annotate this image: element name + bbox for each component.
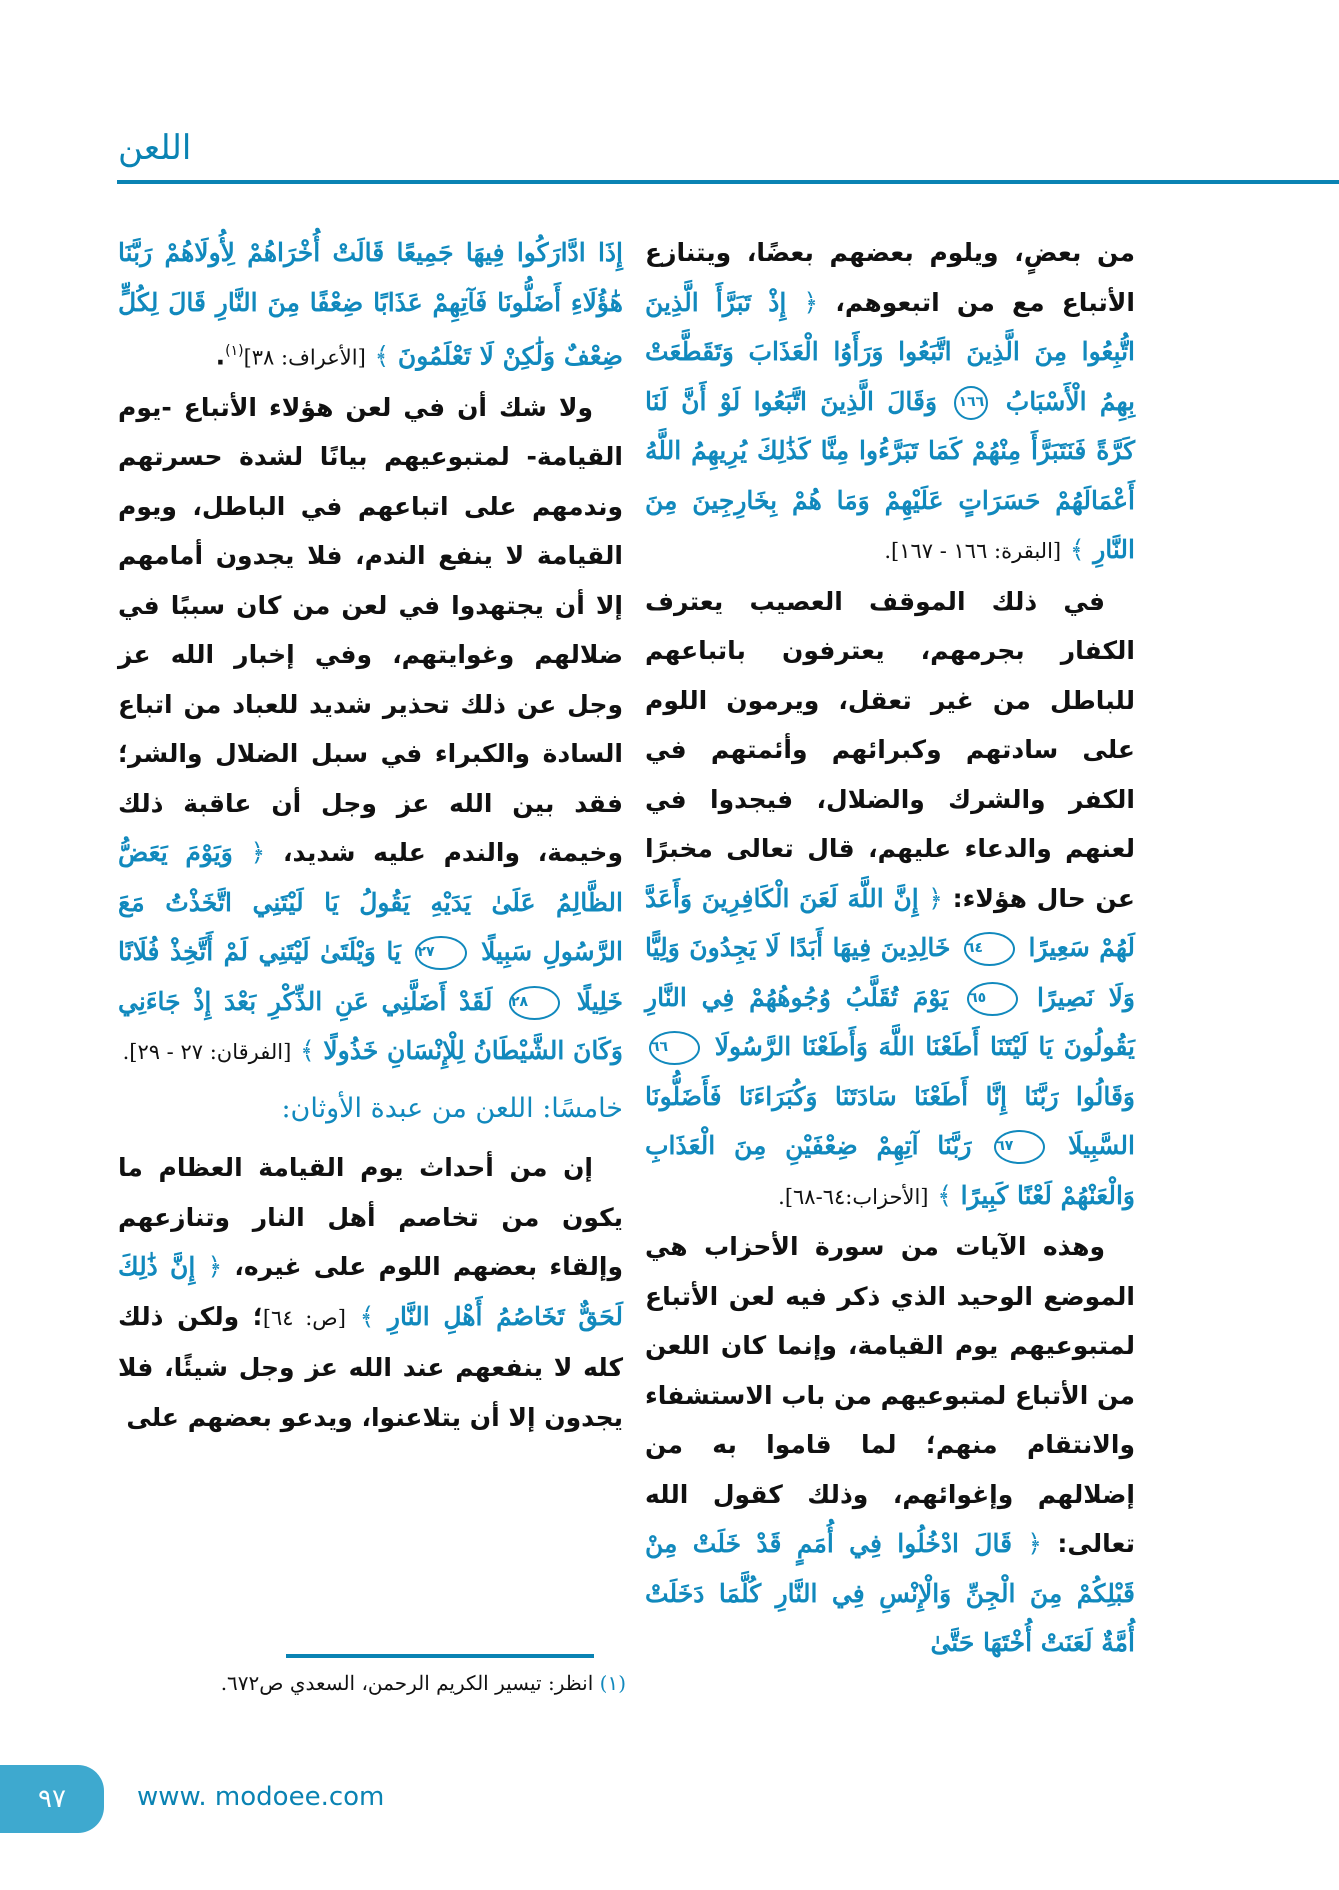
quran-close-ornament-icon: ﴾ [359, 1301, 375, 1331]
body-text: ؛ ولكن ذلك كله لا ينفعهم عند الله عز وجل شيئًا، فلا يجدون إلا أن يتلاعنوا، ويدعو بعضهم على [118, 1301, 623, 1432]
website-link[interactable]: www. modoee.com [137, 1782, 385, 1812]
quran-verse: يَوْمَ تُقَلَّبُ وُجُوهُهُمْ فِي النَّارِ يَقُولُونَ يَا لَيْتَنَا أَطَعْنَا اللَّهَ وَأَطَعْنَا الرَّسُولَا [645, 982, 1135, 1061]
verse-reference: [الفرقان: ٢٧ - ٢٩]. [122, 1040, 292, 1065]
right-column [645, 228, 1135, 1668]
ayah-number-marker: ٦٥ [967, 982, 1018, 1016]
quran-open-ornament-icon: ﴿ [928, 883, 943, 913]
footnote-marker[interactable]: (١) [225, 343, 244, 359]
left-column [118, 228, 623, 1442]
body-text: وهذه الآيات من سورة الأحزاب هي الموضع الوحيد الذي ذكر فيه لعن الأتباع لمتبوعيهم يوم القيامة، وإنما كان اللعن من الأتباع لمتبوعيهم من باب الاستشفاء والانتقام منهم؛ لما قاموا به من إضلالهم وإغوائهم، وذلك كقول الله تعالى: [645, 1232, 1135, 1558]
verse-reference: [البقرة: ١٦٦ - ١٦٧]. [884, 539, 1062, 563]
page-number-badge: ٩٧ [0, 1765, 104, 1833]
quran-close-ornament-icon: ﴾ [937, 1180, 952, 1210]
quran-open-ornament-icon: ﴿ [803, 287, 819, 317]
quran-close-ornament-icon: ﴾ [1069, 535, 1085, 564]
verse-reference: [الأحزاب:٦٤-٦٨]. [778, 1184, 929, 1209]
quran-open-ornament-icon: ﴿ [250, 838, 266, 868]
footnote-text: انظر: تيسير الكريم الرحمن، السعدي ص٦٧٢. [220, 1671, 594, 1695]
paragraph: إِذَا ادَّارَكُوا فِيهَا جَمِيعًا قَالَتْ أُخْرَاهُمْ لِأُولَاهُمْ رَبَّنَا هَٰؤُلَاءِ أَضَلُّونَا فَآتِهِمْ عَذَابًا ضِعْفًا مِنَ النَّارِ قَالَ لِكُلٍّ ضِعْفٌ وَلَٰكِنْ لَا تَعْلَمُونَ ﴾ [الأعراف: ٣٨]$^{(١)}$. [118, 238, 623, 371]
section-heading: خامسًا: اللعن من عبدة الأوثان: [281, 1092, 623, 1124]
footnote [118, 1666, 626, 1700]
ayah-number-marker: ٦٦ [649, 1031, 700, 1065]
footnote-number: (١) [599, 1671, 626, 1695]
quran-verse: وَيَوْمَ يَعَضُّ الظَّالِمُ عَلَىٰ يَدَيْهِ يَقُولُ يَا لَيْتَنِي اتَّخَذْتُ مَعَ الرَّسُولِ سَبِيلًا [118, 838, 623, 967]
paragraph [645, 228, 1135, 577]
verse-reference: [الأعراف: ٣٨] [243, 345, 366, 370]
body-text: من بعضٍ، ويلوم بعضهم بعضًا، ويتنازع الأتباع مع من اتبعوهم، [645, 238, 1135, 317]
paragraph [645, 577, 1135, 1223]
quran-verse: إِنَّ ذَٰلِكَ لَحَقٌّ تَخَاصُمُ أَهْلِ النَّارِ [118, 1252, 623, 1331]
quran-close-ornament-icon: ﴾ [374, 341, 390, 371]
ayah-number-marker: ٢٨ [509, 986, 560, 1020]
header-rule [117, 180, 1339, 184]
ayah-number-marker: ٦٤ [964, 932, 1015, 966]
quran-verse: لَقَدْ أَضَلَّنِي عَنِ الذِّكْرِ بَعْدَ إِذْ جَاءَنِي وَكَانَ الشَّيْطَانُ لِلْإِنْسَانِ خَذُولًا [118, 986, 623, 1066]
quran-verse: إِنَّ اللَّهَ لَعَنَ الْكَافِرِينَ وَأَعَدَّ لَهُمْ سَعِيرًا [645, 883, 1135, 962]
ayah-number-marker: ٢٧ [415, 936, 466, 970]
ayah-number-marker: ١٦٦ [954, 386, 988, 420]
footnote-separator [286, 1654, 594, 1658]
quran-verse: إِذَا ادَّارَكُوا فِيهَا جَمِيعًا قَالَتْ أُخْرَاهُمْ لِأُولَاهُمْ رَبَّنَا هَٰؤُلَاءِ أَضَلُّونَا فَآتِهِمْ عَذَابًا ضِعْفًا مِنَ النَّارِ قَالَ لِكُلٍّ ضِعْفٌ وَلَٰكِنْ لَا تَعْلَمُونَ [118, 238, 623, 371]
verse-reference: [ص: ٦٤] [262, 1305, 346, 1330]
quran-verse: يَا وَيْلَتَىٰ لَيْتَنِي لَمْ أَتَّخِذْ فُلَانًا خَلِيلًا [118, 937, 623, 1016]
body-text: في ذلك الموقف العصيب يعترف الكفار بجرمهم، يعترفون باتباعهم للباطل من غير تعقل، ويرمون اللوم على سادتهم وكبرائهم وأئمتهم في الكفر والشرك والضلال، فيجدوا في لعنهم والدعاء عليهم، قال تعالى مخبرًا عن حال هؤلاء: [645, 586, 1135, 913]
quran-verse: وَقَالُوا رَبَّنَا إِنَّا أَطَعْنَا سَادَتَنَا وَكُبَرَاءَنَا فَأَضَلُّونَا السَّبِيلَا [645, 1081, 1135, 1160]
paragraph [118, 383, 623, 1078]
quran-close-ornament-icon: ﴾ [299, 1036, 315, 1066]
quran-verse: رَبَّنَا آتِهِمْ ضِعْفَيْنِ مِنَ الْعَذَابِ وَالْعَنْهُمْ لَعْنًا كَبِيرًا [645, 1131, 1135, 1210]
quran-verse: قَالَ ادْخُلُوا فِي أُمَمٍ قَدْ خَلَتْ مِنْ قَبْلِكُمْ مِنَ الْجِنِّ وَالْإِنْسِ فِي النَّارِ كُلَّمَا دَخَلَتْ أُمَّةٌ لَعَنَتْ أُخْتَهَا حَتَّىٰ [645, 1529, 1135, 1657]
paragraph [645, 1222, 1135, 1668]
ayah-number-marker: ٦٧ [994, 1130, 1045, 1164]
body-text: ولا شك أن في لعن هؤلاء الأتباع -يوم القيامة- لمتبوعيهم بيانًا لشدة حسرتهم وندمهم على اتباعهم في الباطل، ويوم القيامة لا ينفع الندم، فلا يجدون أمامهم إلا أن يجتهدوا في لعن من كان سببًا في ضلالهم وغوايتهم، وفي إخبار الله عز وجل عن ذلك تحذير شديد للعباد من اتباع السادة والكبراء في سبل الضلال والشر؛ فقد بين الله عز وجل أن عاقبة ذلك وخيمة، والندم عليه شديد، [118, 392, 623, 868]
quran-open-ornament-icon: ﴿ [1027, 1529, 1043, 1558]
quran-verse: خَالِدِينَ فِيهَا أَبَدًا لَا يَجِدُونَ وَلِيًّا وَلَا نَصِيرًا [645, 933, 1135, 1012]
paragraph [118, 1143, 623, 1442]
quran-verse: وَقَالَ الَّذِينَ اتَّبَعُوا لَوْ أَنَّ لَنَا كَرَّةً فَنَتَبَرَّأَ مِنْهُمْ كَمَا تَبَرَّءُوا مِنَّا كَذَٰلِكَ يُرِيهِمُ اللَّهُ أَعْمَالَهُمْ حَسَرَاتٍ عَلَيْهِمْ وَمَا هُمْ بِخَارِجِينَ مِنَ النَّارِ [645, 386, 1135, 564]
running-header-title: اللعن [118, 128, 192, 168]
quran-open-ornament-icon: ﴿ [207, 1252, 223, 1282]
body-text: إن من أحداث يوم القيامة العظام ما يكون من تخاصم أهل النار وتنازعهم وإلقاء بعضهم اللوم على غيره، [118, 1153, 623, 1282]
quran-verse: إِذْ تَبَرَّأَ الَّذِينَ اتُّبِعُوا مِنَ الَّذِينَ اتَّبَعُوا وَرَأَوُا الْعَذَابَ وَتَقَطَّعَتْ بِهِمُ الْأَسْبَابُ [645, 287, 1136, 416]
